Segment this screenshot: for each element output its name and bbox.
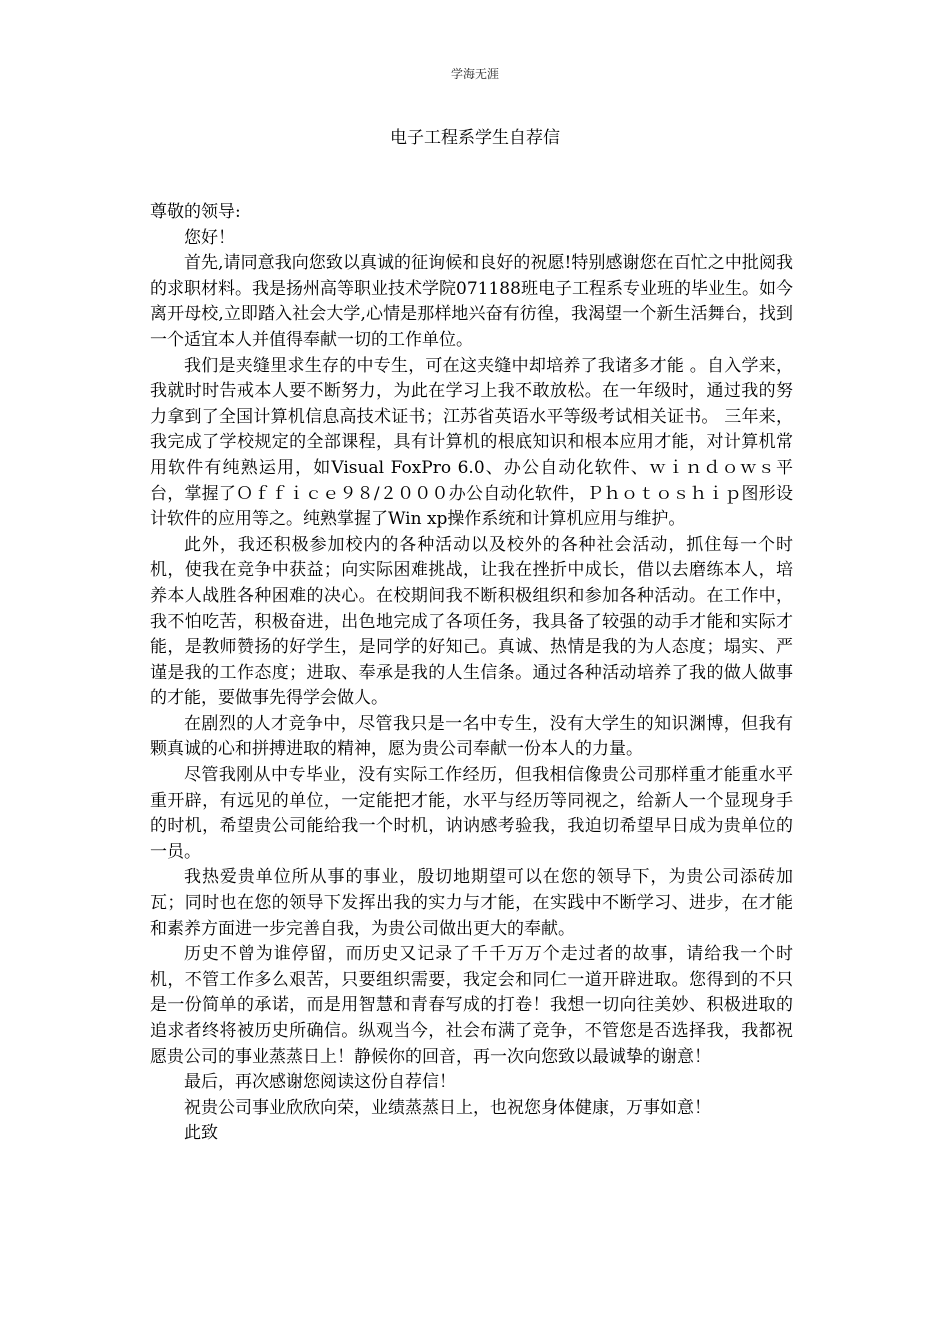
paragraph: 首先,请同意我向您致以真诚的征询候和良好的祝愿!特别感谢您在百忙之中批阅我的求职材料。我是扬州高等职业技术学院071188班电子工程系专业班的毕业生。如今离开母校,立即踏入社会大学,心情是那样地兴奋有彷徨，我渴望一个新生活舞台，找到一个适宜本人并值得奉献一切的工作单位。	[150, 253, 793, 350]
paragraph-wishes: 祝贵公司事业欣欣向荣，业绩蒸蒸日上，也祝您身体健康，万事如意！	[184, 1097, 711, 1118]
paragraph: 历史不曾为谁停留，而历史又记录了千千万万个走过者的故事，请给我一个时机，不管工作多么艰苦，只要组织需要，我定会和同仁一道开辟进取。您得到的不只是一份简单的承诺，而是用智慧和青春写成的打卷！我想一切向往美妙、积极进取的追求者终将被历史所确信。纵观当今，社会布满了竞争，不管您是否选择我，我都祝愿贵公司的事业蒸蒸日上！静候你的回音，再一次向您致以最诚挚的谢意！	[150, 944, 793, 1067]
paragraph: 此外，我还积极参加校内的各种活动以及校外的各种社会活动，抓住每一个时机，使我在竞争中获益；向实际困难挑战，让我在挫折中成长，借以去磨练本人，培养本人战胜各种困难的决心。在校期间我不断积极组织和参加各种活动。在工作中，我不怕吃苦，积极奋进，出色地完成了各项任务，我具备了较强的动手才能和实际才能，是教师赞扬的好学生，是同学的好知己。真诚、热情是我的为人态度；塌实、严谨是我的工作态度；进取、奉承是我的人生信条。通过各种活动培养了我的做人做事的才能，要做事先得学会做人。	[150, 534, 793, 709]
paragraph-greeting: 您好！	[184, 227, 235, 248]
page-header: 学海无涯	[450, 67, 499, 81]
paragraph: 我们是夹缝里求生存的中专生，可在这夹缝中却培养了我诸多才能 。自入学来，我就时时告戒本人要不断努力，为此在学习上我不敢放松。在一年级时，通过我的努力拿到了全国计算机信息高技术证书；江苏省英语水平等级考试相关证书。 三年来，我完成了学校规定的全部课程，具有计算机的根底知识和根本应用才能，对计算机常用软件有纯熟运用，如Visual FoxPro 6.0、办公自动化软件、ｗｉｎｄｏｗｓ平台，掌握了Ｏｆｆｉｃｅ９８/２０００办公自动化软件，Ｐｈｏｔｏｓｈｉｐ图形设计软件的应用等之。纯熟掌握了Win xp操作系统和计算机应用与维护。	[150, 355, 793, 530]
salutation: 尊敬的领导:	[150, 202, 241, 222]
paragraph: 我热爱贵单位所从事的事业，殷切地期望可以在您的领导下，为贵公司添砖加瓦；同时也在您的领导下发挥出我的实力与才能，在实践中不断学习、进步，在才能和素养方面进一步完善自我，为贵公司做出更大的奉献。	[150, 867, 793, 939]
paragraph-thanks: 最后，再次感谢您阅读这份自荐信！	[184, 1072, 456, 1093]
letter-body	[150, 200, 793, 1147]
paragraph: 在剧烈的人才竞争中，尽管我只是一名中专生，没有大学生的知识渊博，但我有颗真诚的心和拼搏进取的精神，愿为贵公司奉献一份本人的力量。	[150, 713, 793, 760]
closing: 此致	[184, 1123, 218, 1144]
paragraph: 尽管我刚从中专毕业，没有实际工作经历，但我相信像贵公司那样重才能重水平重开辟，有远见的单位，一定能把才能，水平与经历等同视之，给新人一个显现身手的时机，希望贵公司能给我一个时机，讷讷感考验我，我迫切希望早日成为贵单位的一员。	[150, 765, 793, 862]
document-title: 电子工程系学生自荐信	[390, 128, 560, 148]
